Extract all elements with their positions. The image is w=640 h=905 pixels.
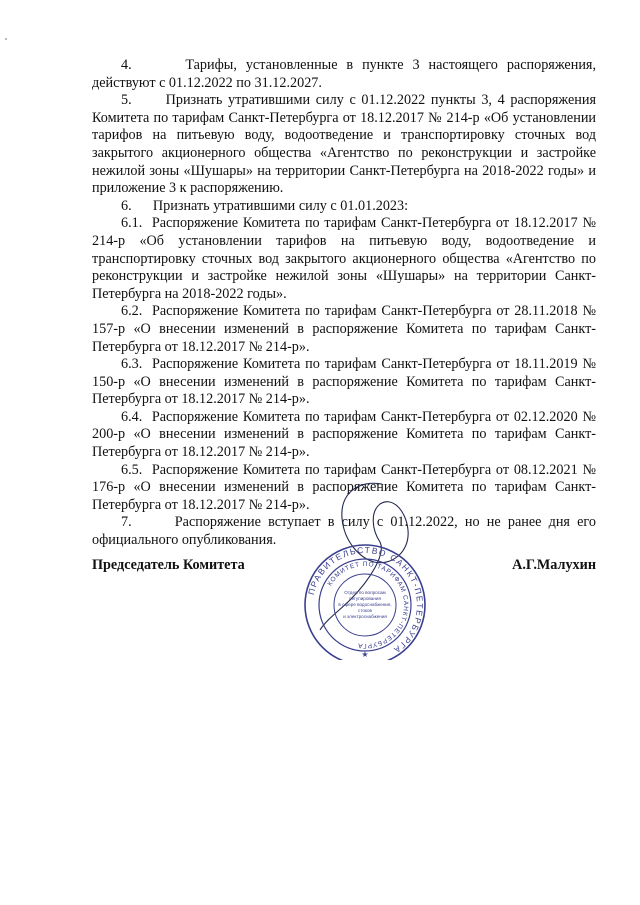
- seal-star-icon: ★: [361, 650, 369, 659]
- paragraph-5: 5. Признать утратившими силу с 01.12.2022 пункты 3, 4 распоряжения Комитета по тарифам Санкт-Петербурга от 18.12.2017 № 214-р «Об установлении тарифов на питьевую воду, водоотведение и транспортировку сточных вод закрытого акционерного общества «Агентство по реконструкции и застройке нежилой зоны «Шушары» на территории Санкт-Петербурга на 2018-2022 годы» и приложение 3 к распоряжению.: [92, 92, 596, 197]
- signatory-position: Председатель Комитета: [92, 557, 245, 573]
- paragraph-4: 4. Тарифы, установленные в пункте 3 настоящего распоряжения, действуют с 01.12.2022 по 31.12.2027.: [92, 57, 596, 91]
- svg-text:и электроснабжения: и электроснабжения: [343, 614, 387, 619]
- paragraph-6-2: 6.2. Распоряжение Комитета по тарифам Санкт-Петербурга от 28.11.2018 № 157-р «О внесении изменений в распоряжение Комитета по тарифам Санкт-Петербурга от 18.12.2017 № 214-р».: [92, 303, 596, 355]
- seal-outer-text: ПРАВИТЕЛЬСТВО САНКТ-ПЕТЕРБУРГА: [306, 544, 426, 656]
- seal-center-text: [338, 590, 391, 619]
- paragraph-7: 7. Распоряжение вступает в силу с 01.12.2022, но не ранее дня его официального опубликования.: [92, 514, 596, 549]
- svg-text:регулирования: регулирования: [349, 596, 381, 601]
- svg-text:Отдел по вопросам: Отдел по вопросам: [344, 590, 386, 595]
- svg-text:стоков: стоков: [358, 608, 372, 613]
- seal-middle-text: КОМИТЕТ ПО ТАРИФАМ САНКТ-ПЕТЕРБУРГА: [326, 560, 410, 650]
- paragraph-6-1: 6.1. Распоряжение Комитета по тарифам Санкт-Петербурга от 18.12.2017 № 214-р «Об установлении тарифов на питьевую воду, водоотведение и транспортировку сточных вод закрытого акционерного общества «Агентство по реконструкции и застройке нежилой зоны «Шушары» на территории Санкт-Петербурга на 2018-2022 годы».: [92, 215, 596, 302]
- signatory-name: А.Г.Малухин: [512, 557, 596, 573]
- paragraph-6-3: 6.3. Распоряжение Комитета по тарифам Санкт-Петербурга от 18.11.2019 № 150-р «О внесении изменений в распоряжение Комитета по тарифам Санкт-Петербурга от 18.12.2017 № 214-р».: [92, 356, 596, 408]
- paragraph-6-5: 6.5. Распоряжение Комитета по тарифам Санкт-Петербурга от 08.12.2021 № 176-р «О внесении изменений в распоряжение Комитета по тарифам Санкт-Петербурга от 18.12.2017 № 214-р».: [92, 461, 596, 513]
- scan-artifact: [5, 38, 7, 40]
- svg-text:в сфере водоснабжения,: в сфере водоснабжения,: [338, 602, 392, 607]
- paragraph-6-4: 6.4. Распоряжение Комитета по тарифам Санкт-Петербурга от 02.12.2020 № 200-р «О внесении изменений в распоряжение Комитета по тарифам Санкт-Петербурга от 18.12.2017 № 214-р».: [92, 408, 596, 461]
- official-seal: [300, 470, 430, 660]
- paragraph-6: 6. Признать утратившими силу с 01.01.2023:: [121, 197, 409, 214]
